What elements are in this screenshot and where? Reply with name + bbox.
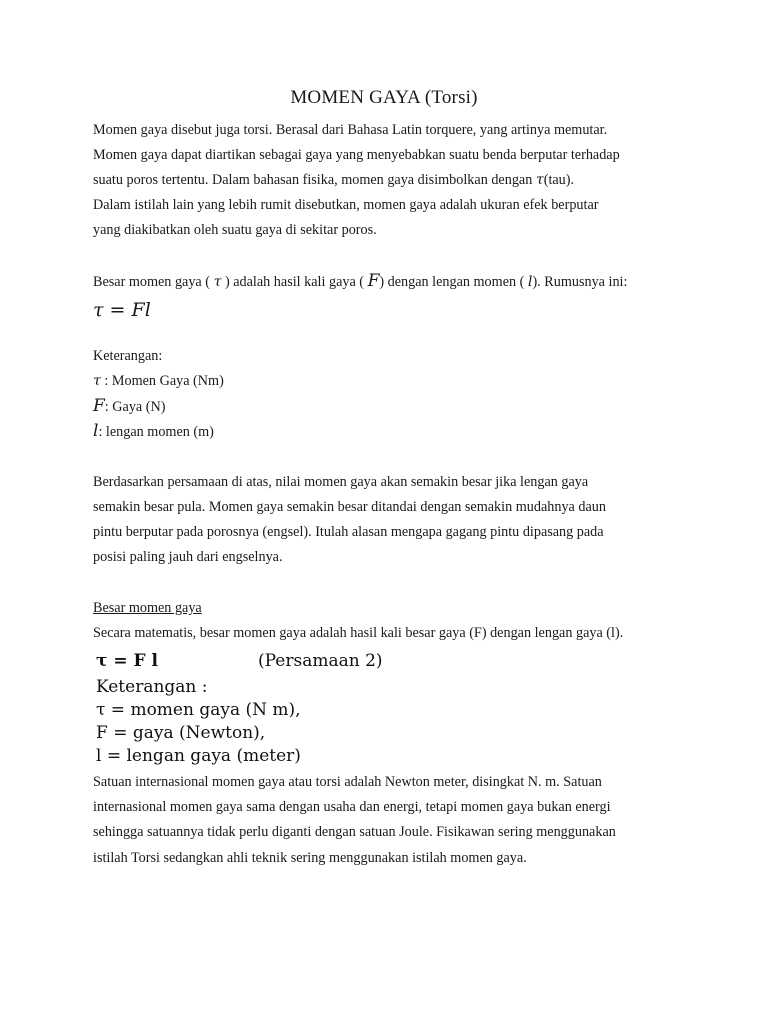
intro-line-3 [93,171,574,189]
keterangan-item-text: : Gaya (N) [104,399,166,415]
closing-line-2: internasional momen gaya sama dengan usaha dan energi, tetapi momen gaya bukan energi [93,799,611,815]
tau-symbol: τ [535,172,544,188]
formula-equals: = [103,299,132,321]
formula-desc-part-1: Besar momen gaya ( [93,274,214,290]
explanation-line-4: posisi paling jauh dari engselnya. [93,549,283,565]
section-heading-besar-momen-gaya: Besar momen gaya [93,600,202,616]
keterangan-heading: Keterangan: [93,348,163,364]
intro-line-3-after: (tau). [543,172,575,188]
formula-desc-part-4: ). Rumusnya ini: [532,274,628,290]
explanation-line-3: pintu berputar pada porosnya (engsel). Itulah alasan mengapa gagang pintu dipasang pada [93,524,604,540]
force-symbol: F [93,396,105,416]
torque-formula [93,299,151,321]
keterangan-item-force [93,397,165,416]
lever-symbol: l [527,274,533,290]
lever-symbol: l [93,421,99,441]
tau-symbol: τ [93,373,101,389]
closing-line-1: Satuan internasional momen gaya atau torsi adalah Newton meter, disingkat N. m. Satuan [93,774,602,790]
scan-keterangan-heading: Keterangan : [96,677,208,697]
explanation-line-1: Berdasarkan persamaan di atas, nilai momen gaya akan semakin besar jika lengan gaya [93,474,589,490]
intro-line-2: Momen gaya dapat diartikan sebagai gaya yang menyebabkan suatu benda berputar terhadap [93,147,620,163]
intro-line-5: yang diakibatkan oleh suatu gaya di sekitar poros. [93,222,377,238]
keterangan-item-text: : lengan momen (m) [98,424,214,440]
tau-symbol: τ [213,274,222,290]
scan-item-force: F = gaya (Newton), [96,723,266,743]
formula-desc-part-2: ) adalah hasil kali gaya ( [221,274,368,290]
formula-desc-part-3: ) dengan lengan momen ( [379,274,528,290]
formula-description [93,272,627,291]
formula-tau: τ [93,299,104,321]
explanation-line-2: semakin besar pula. Momen gaya semakin besar ditandai dengan semakin mudahnya daun [93,499,606,515]
document-title: MOMEN GAYA (Torsi) [290,87,478,108]
closing-line-3: sehingga satuannya tidak perlu diganti dengan satuan Joule. Fisikawan sering menggunakan [93,824,616,840]
scan-formula-equation [96,651,158,671]
keterangan-item-tau [93,372,224,390]
scan-item-tau: τ = momen gaya (N m), [96,700,301,720]
keterangan-item-lever [93,422,214,441]
intro-line-3-text: suatu poros tertentu. Dalam bahasan fisika, momen gaya disimbolkan dengan [93,172,536,188]
closing-line-4: istilah Torsi sedangkan ahli teknik sering menggunakan istilah momen gaya. [93,850,527,866]
formula-rhs: Fl [131,299,151,321]
scan-equation: τ = F l [96,651,158,671]
section2-line: Secara matematis, besar momen gaya adalah hasil kali besar gaya (F) dengan lengan gaya (l). [93,625,624,641]
intro-line-4: Dalam istilah lain yang lebih rumit disebutkan, momen gaya adalah ukuran efek berputar [93,197,599,213]
intro-line-1: Momen gaya disebut juga torsi. Berasal dari Bahasa Latin torquere, yang artinya memutar. [93,122,608,138]
force-symbol: F [367,271,380,291]
scan-item-lever: l = lengan gaya (meter) [96,746,301,766]
keterangan-item-text: : Momen Gaya (Nm) [100,373,224,389]
scan-formula-label: (Persamaan 2) [258,651,383,671]
